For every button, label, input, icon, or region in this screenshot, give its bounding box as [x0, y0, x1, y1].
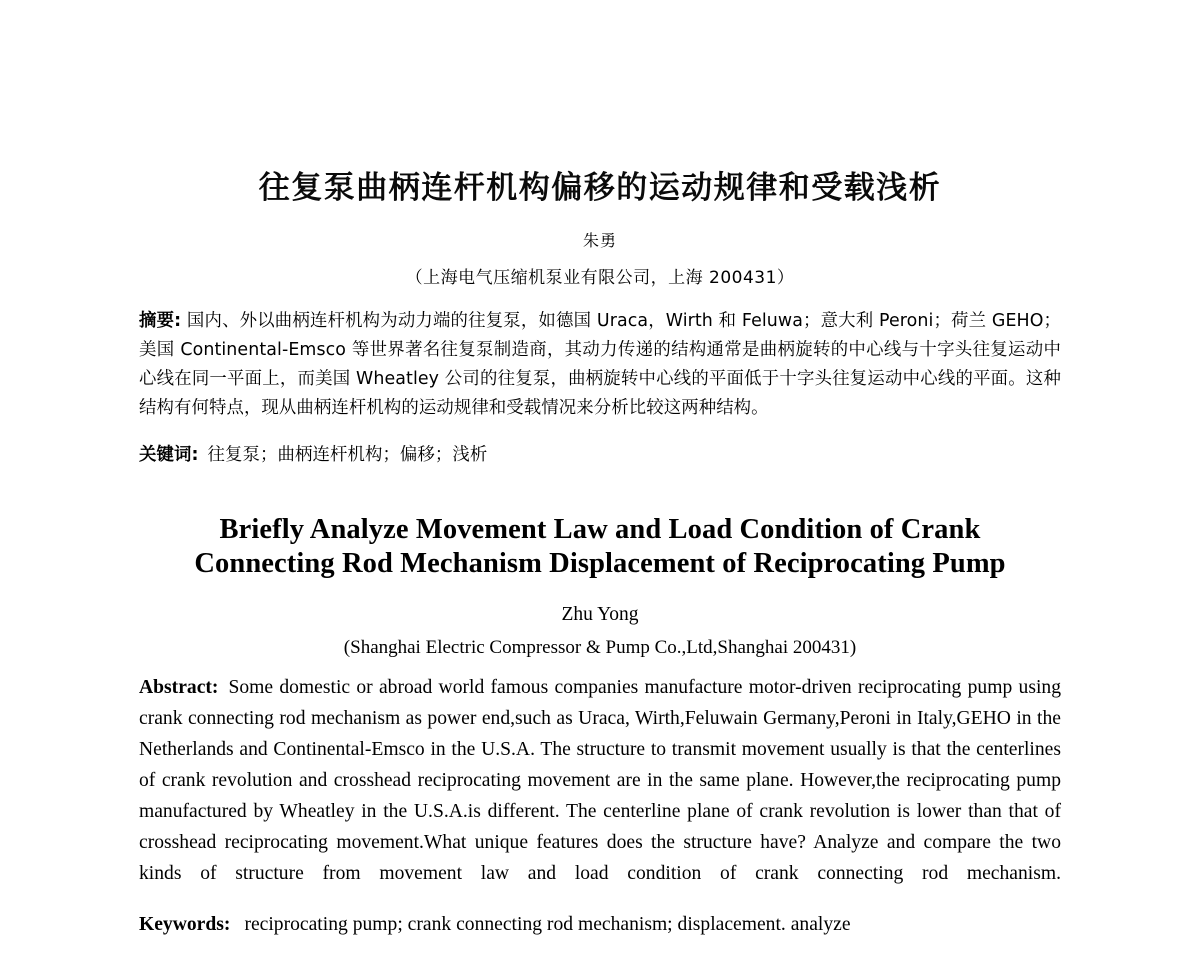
english-body-column [139, 672, 1061, 940]
english-affiliation: (Shanghai Electric Compressor & Pump Co.,Ltd,Shanghai 200431) [343, 637, 857, 659]
chinese-title: 往复泵曲柄连杆机构偏移的运动规律和受载浅析 [258, 169, 942, 206]
english-abstract-label: Abstract: [139, 677, 219, 699]
english-title-line-2: Connecting Rod Mechanism Displacement of Reciprocating Pump [194, 547, 1006, 579]
english-abstract-text: Some domestic or abroad world famous companies manufacture motor-driven reciprocating pump using crank connecting rod mechanism as power end,such as Uraca, Wirth,Feluwain Germany,Peroni in Italy,GEHO in the Netherlands and Continental-Emsco in the U.S.A. The structure to transmit movement usually is that the centerlines of crank revolution and crosshead reciprocating movement are in the same plane. However,the reciprocating pump manufactured by Wheatley in the U.S.A.is different. The centerline plane of crank revolution is lower than that of crosshead reciprocating movement.What unique features does the structure have? Analyze and compare the two kinds of structure from movement law and load condition of crank connecting rod mechanism. [139, 677, 1061, 885]
chinese-abstract-label: 摘要: [139, 311, 182, 332]
chinese-keywords-text: 往复泵；曲柄连杆机构；偏移；浅析 [207, 444, 488, 465]
chinese-body-column [139, 307, 1061, 469]
document-page [0, 21, 1200, 962]
chinese-abstract [139, 307, 1061, 423]
english-keywords-text: reciprocating pump; crank connecting rod mechanism; displacement. analyze [244, 913, 851, 935]
chinese-keywords [139, 441, 1061, 470]
english-keywords-label: Keywords: [139, 913, 231, 935]
chinese-affiliation: （上海电气压缩机泵业有限公司，上海 200431） [405, 268, 795, 289]
chinese-keywords-label: 关键词: [139, 444, 199, 465]
english-author: Zhu Yong [561, 604, 639, 626]
english-abstract [139, 672, 1061, 889]
chinese-author: 朱勇 [582, 231, 617, 251]
chinese-abstract-text: 国内、外以曲柄连杆机构为动力端的往复泵，如德国 Uraca，Wirth 和 Feluwa；意大利 Peroni；荷兰 GEHO；美国 Continental-Emsco 等世界著名往复泵制造商，其动力传递的结构通常是曲柄旋转的中心线与十字头往复运动中心线在同一平面上，而美国 Wheatley 公司的往复泵，曲柄旋转中心线的平面低于十字头往复运动中心线的平面。这种结构有何特点，现从曲柄连杆机构的运动规律和受载情况来分析比较这两种结构。 [139, 311, 1061, 419]
english-title-line-1: Briefly Analyze Movement Law and Load Condition of Crank [219, 513, 981, 545]
english-keywords [139, 909, 1061, 940]
english-title [0, 513, 1200, 581]
